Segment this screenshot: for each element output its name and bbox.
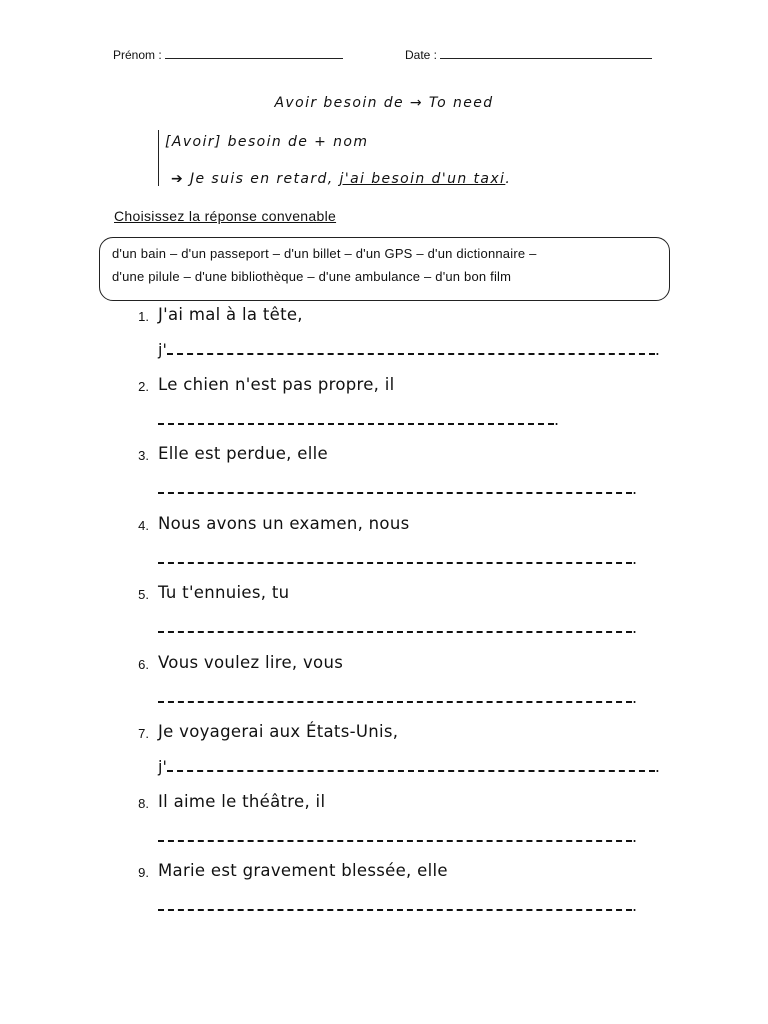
grammar-rule <box>158 130 512 187</box>
answer-blank[interactable] <box>158 478 632 494</box>
answer-field[interactable] <box>158 687 637 707</box>
answer-blank[interactable] <box>167 339 655 355</box>
date-field[interactable] <box>405 48 652 62</box>
exercise-number: 2. <box>138 378 149 394</box>
exercise-number: 1. <box>138 309 149 324</box>
answer-prefix: j' <box>158 757 167 776</box>
word-bank <box>99 237 670 301</box>
answer-end: . <box>654 340 660 359</box>
first-name-field[interactable] <box>113 48 343 62</box>
answer-blank[interactable] <box>158 826 632 842</box>
answer-end: . <box>632 896 638 915</box>
answer-blank[interactable] <box>167 756 655 772</box>
title-part-1: Avoir besoin de <box>274 95 405 111</box>
answer-field[interactable] <box>158 478 637 498</box>
answer-field[interactable] <box>158 409 559 429</box>
first-name-label: Prénom : <box>113 48 162 62</box>
answer-end: . <box>632 479 638 498</box>
exercise-number: 9. <box>138 865 149 880</box>
rule-example <box>171 171 511 187</box>
arrow-bullet-icon: ➔ <box>171 171 185 187</box>
answer-blank[interactable] <box>158 895 632 911</box>
exercise-prompt: Tu t'ennuies, tu <box>158 583 290 602</box>
exercise-prompt: J'ai mal à la tête, <box>158 305 303 324</box>
exercise-prompt: Je voyagerai aux États-Unis, <box>158 722 399 741</box>
exercise-prompt: Vous voulez lire, vous <box>158 652 344 672</box>
answer-end: . <box>554 409 560 429</box>
answer-blank[interactable] <box>158 687 632 703</box>
answer-field[interactable] <box>158 826 637 846</box>
title-part-2: To need <box>428 95 494 111</box>
answer-field[interactable] <box>158 339 660 359</box>
exercise-number: 3. <box>138 448 149 463</box>
date-line[interactable] <box>440 48 652 59</box>
answer-prefix: j' <box>158 340 167 359</box>
exercise-prompt: Le chien n'est pas propre, il <box>158 374 395 394</box>
word-bank-row-2: d'une pilule – d'une bibliothèque – d'une ambulance – d'un bon film <box>112 269 512 284</box>
exercise-number: 8. <box>138 795 149 811</box>
word-bank-row-1: d'un bain – d'un passeport – d'un billet – d'un GPS – d'un dictionnaire – <box>112 246 537 261</box>
page-title <box>0 95 768 111</box>
exercise-number: 7. <box>138 726 149 741</box>
exercise-prompt: Nous avons un examen, nous <box>158 513 410 533</box>
date-label: Date : <box>405 48 438 62</box>
answer-end: . <box>632 826 638 846</box>
exercise-prompt: Marie est gravement blessée, elle <box>158 861 448 880</box>
example-prefix: Je suis en retard, <box>190 171 334 187</box>
example-answer: j'ai besoin d'un taxi <box>339 171 506 187</box>
exercise-number: 5. <box>138 587 149 602</box>
rule-formula: [Avoir] besoin de + nom <box>165 134 369 150</box>
answer-end: . <box>632 618 638 637</box>
answer-blank[interactable] <box>158 617 632 633</box>
answer-field[interactable] <box>158 548 637 568</box>
answer-field[interactable] <box>158 895 637 915</box>
answer-end: . <box>654 757 660 776</box>
first-name-line[interactable] <box>165 48 343 59</box>
answer-end: . <box>632 687 638 707</box>
instruction: Choisissez la réponse convenable <box>114 208 337 224</box>
answer-end: . <box>632 548 638 568</box>
exercise-prompt: Il aime le théâtre, il <box>158 791 326 811</box>
example-suffix: . <box>505 171 512 187</box>
exercise-prompt: Elle est perdue, elle <box>158 444 328 463</box>
exercise-number: 6. <box>138 656 149 672</box>
answer-field[interactable] <box>158 756 660 776</box>
answer-blank[interactable] <box>158 409 554 425</box>
arrow-right-icon: → <box>409 95 424 111</box>
answer-field[interactable] <box>158 617 637 637</box>
answer-blank[interactable] <box>158 548 632 564</box>
exercise-number: 4. <box>138 517 149 533</box>
